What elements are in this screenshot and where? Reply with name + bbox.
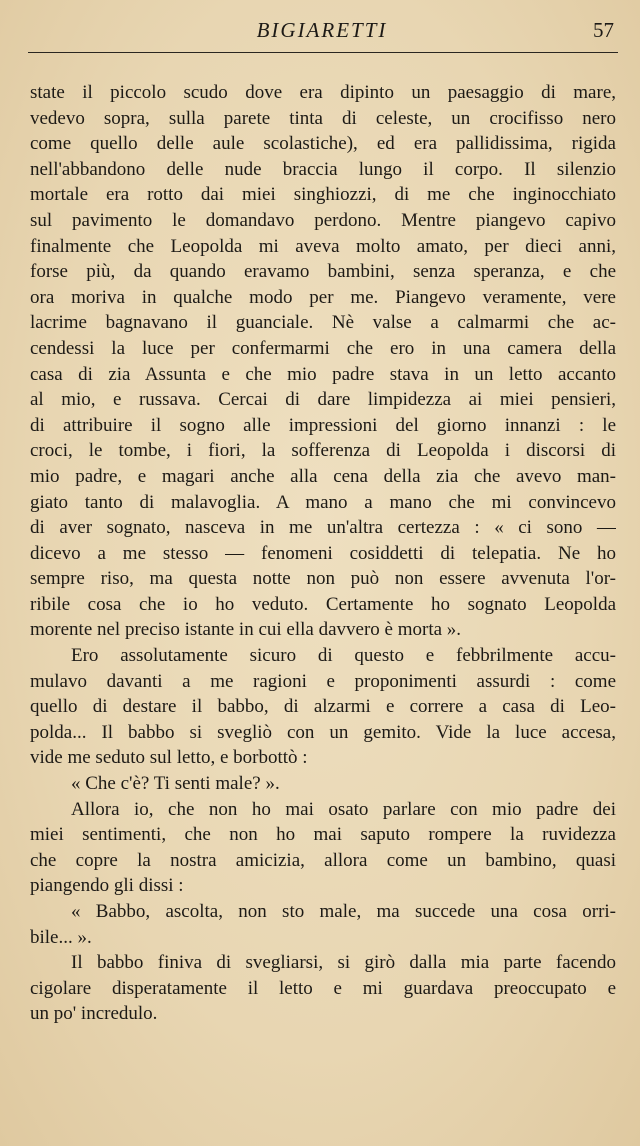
- text-line: Ero assolutamente sicuro di questo e febbrilmente accu-: [71, 645, 616, 667]
- text-line: dicevo a me stesso — fenomeni cosiddetti di telepatia. Ne ho: [30, 542, 616, 564]
- text-line: vedevo sopra, sulla parete tinta di celeste, un crocifisso nero: [30, 107, 616, 129]
- text-line: giato tanto di malavoglia. A mano a mano che mi convincevo: [30, 491, 616, 513]
- text-line: quello di destare il babbo, di alzarmi e correre a casa di Leo-: [30, 696, 616, 718]
- text-line: vide me seduto sul letto, e borbottò :: [30, 747, 308, 769]
- text-line: un po' incredulo.: [30, 1003, 158, 1025]
- text-line: bile... ».: [30, 926, 92, 948]
- text-line: che copre la nostra amicizia, allora come un bambino, quasi: [30, 849, 616, 871]
- text-line: di attribuire il sogno alle impressioni del giorno innanzi : le: [30, 414, 616, 436]
- text-line: finalmente che Leopolda mi aveva molto amato, per dieci anni,: [30, 235, 616, 257]
- text-line: piangendo gli dissi :: [30, 875, 184, 897]
- text-line: forse più, da quando eravamo bambini, senza speranza, e che: [30, 261, 616, 283]
- text-line: mio padre, e magari anche alla cena della zia che avevo man-: [30, 465, 616, 487]
- text-line: nell'abbandono delle nude braccia lungo il corpo. Il silenzio: [30, 158, 616, 180]
- text-line: mulavo davanti a me ragioni e proponimenti assurdi : come: [30, 670, 616, 692]
- text-line: mortale era rotto dai miei singhiozzi, di me che inginocchiato: [30, 184, 616, 206]
- text-line: « Che c'è? Ti senti male? ».: [71, 773, 280, 795]
- header-rule: [28, 52, 618, 53]
- text-line: come quello delle aule scolastiche), ed era pallidissima, rigida: [30, 133, 616, 155]
- text-line: morente nel preciso istante in cui ella davvero è morta ».: [30, 619, 462, 641]
- running-title: BIGIARETTI: [256, 18, 388, 42]
- text-line: ora moriva in qualche modo per me. Piangevo veramente, vere: [30, 286, 616, 308]
- text-line: state il piccolo scudo dove era dipinto un paesaggio di mare,: [30, 82, 616, 103]
- text-line: cigolare disperatamente il letto e mi guardava preoccupato e: [30, 977, 616, 999]
- text-line: croci, le tombe, i fiori, la sofferenza di Leopolda i discorsi di: [30, 440, 616, 462]
- text-line: casa di zia Assunta e che mio padre stava in un letto accanto: [30, 363, 616, 385]
- text-line: « Babbo, ascolta, non sto male, ma succede una cosa orri-: [71, 901, 616, 922]
- text-line: ribile cosa che io ho veduto. Certamente ho sognato Leopolda: [30, 593, 616, 615]
- text-line: sempre riso, ma questa notte non può non essere avvenuta l'or-: [30, 568, 616, 590]
- text-line: cendessi la luce per confermarmi che ero in una camera della: [30, 337, 616, 359]
- page-header: [28, 14, 616, 50]
- text-line: miei sentimenti, che non ho mai saputo rompere la ruvidezza: [30, 824, 616, 846]
- text-line: Allora io, che non ho mai osato parlare con mio padre dei: [71, 798, 616, 820]
- text-line: lacrime bagnavano il guanciale. Nè valse a calmarmi che ac-: [30, 312, 616, 334]
- text-line: al mio, e russava. Cercai di dare limpidezza ai miei pensieri,: [30, 389, 616, 411]
- text-line: di aver sognato, nasceva in me un'altra certezza : « ci sono —: [30, 517, 616, 539]
- text-line: Il babbo finiva di svegliarsi, si girò dalla mia parte facendo: [71, 952, 616, 974]
- text-line: sul pavimento le domandavo perdono. Mentre piangevo capivo: [30, 209, 616, 231]
- text-line: polda... Il babbo si svegliò con un gemito. Vide la luce accesa,: [30, 721, 616, 743]
- page-number: 57: [593, 18, 614, 42]
- body-text: [30, 80, 616, 1027]
